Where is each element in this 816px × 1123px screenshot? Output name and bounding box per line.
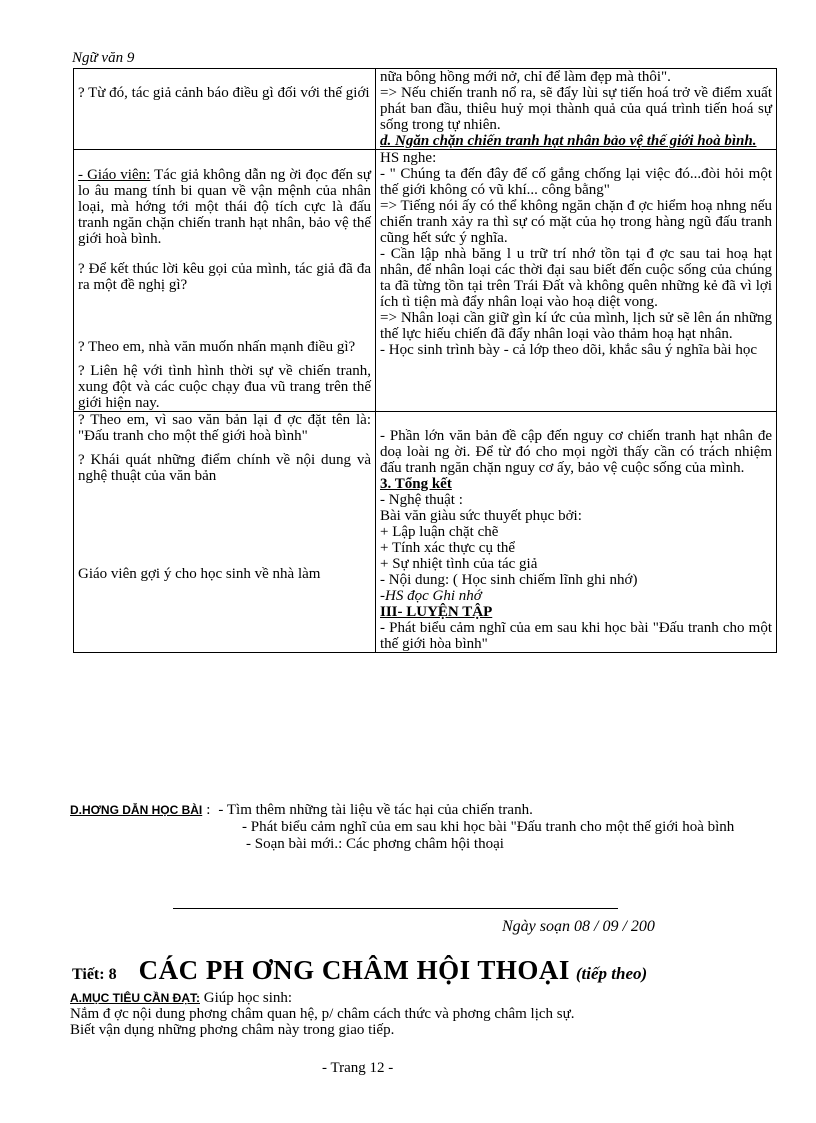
guide-label: D.HƠNG DẪN HỌC BÀI: [70, 803, 203, 817]
lesson-table: [73, 68, 777, 653]
question-text: ? Từ đó, tác giả cảnh báo điều gì đối với thế giới: [78, 85, 370, 101]
prep-date: Ngày soạn 08 / 09 / 200: [502, 918, 655, 935]
question-text: ? Khái quát những điểm chính về nội dung và nghệ thuật của văn bản: [78, 452, 371, 484]
table-row: [74, 412, 777, 653]
answer-note: -HS đọc Ghi nhớ: [380, 588, 482, 604]
section-heading: III- LUYỆN TẬP: [380, 604, 493, 620]
question-text: Giáo viên gợi ý cho học sinh về nhà làm: [78, 566, 321, 582]
question-text: ? Theo em, nhà văn muốn nhấn mạnh điều gì?: [78, 339, 356, 355]
divider: [173, 908, 618, 909]
answer-text: HS nghe: - " Chúng ta đến đây để cố gắng chống lại việc đó...đòi hỏi một thế giới không có vũ khí... công bằng" => Tiếng nói ấy có thể không ngăn chặn đ ợc hiểm hoạ nhng nếu chiến tranh xảy ra thì sự có mặt của họ trong hàng ngũ đấu tranh cũng hết sức ý nghĩa.: [380, 150, 772, 246]
lesson-title: CÁC PH ƠNG CHÂM HỘI THOẠI: [138, 955, 570, 985]
question-cell: [74, 69, 376, 150]
question-text: ? Liên hệ với tình hình thời sự về chiến tranh, xung đột và các cuộc chạy đua vũ trang trên thế giới hiện nay.: [78, 363, 371, 411]
lesson-number: Tiết: 8: [72, 966, 117, 983]
teacher-label: - Giáo viên:: [78, 167, 151, 183]
guide-item: - Tìm thêm những tài liệu về tác hại của chiến tranh.: [218, 802, 533, 818]
page-number: - Trang 12 -: [322, 1060, 394, 1076]
objectives-label: A.MỤC TIÊU CẦN ĐẠT:: [70, 991, 200, 1005]
objectives: [70, 990, 782, 1038]
section-heading: 3. Tổng kết: [380, 476, 452, 492]
objective-line: Nắm đ ợc nội dung phơng châm quan hệ, p/ châm cách thức và phơng châm lịch sự.: [70, 1006, 575, 1022]
objective-line: Biết vận dụng những phơng châm này trong giao tiếp.: [70, 1022, 395, 1038]
lesson-title-row: [72, 955, 647, 986]
answer-text: - Nghệ thuật : Bài văn giàu sức thuyết phục bởi: + Lập luận chặt chẽ + Tính xác thực cụ thể + Sự nhiệt tình của tác giả - Nội dung: ( Học sinh chiếm lĩnh ghi nhớ): [380, 492, 638, 588]
question-cell: [74, 150, 376, 412]
lesson-subtitle: (tiếp theo): [575, 964, 648, 983]
objectives-intro: Giúp học sinh:: [203, 990, 293, 1006]
answer-text: - Học sinh trình bày - cả lớp theo dõi, khắc sâu ý nghĩa bài học: [380, 342, 757, 358]
subject-header: Ngữ văn 9: [72, 50, 135, 66]
table-row: [74, 69, 777, 150]
answer-cell: [376, 412, 777, 653]
answer-cell: [376, 150, 777, 412]
answer-text: - Cần lập nhà băng l u trữ trí nhớ tồn tại đ ợc sau tai hoạ hạt nhân, để nhân loại các thời đại sau biết đến cuộc sống của chúng ta đã từng tồn tại trên Trái Đất và không quên những kẻ đã vì lợi ích tì tiện mà đẩy nhân loại vào hoạ diệt vong.: [380, 246, 772, 310]
answer-text: => Nhân loại cần giữ gìn kí ức của mình, lịch sử sẽ lên án những thế lực hiếu chiến đã đẩy nhân loại vào thảm hoạ hạt nhân.: [380, 310, 772, 342]
table-row: [74, 150, 777, 412]
question-text: ? Để kết thúc lời kêu gọi của mình, tác giả đã đa ra một đề nghị gì?: [78, 261, 371, 293]
answer-text: nữa bông hồng mới nở, chỉ để làm đẹp mà thôi".: [380, 69, 671, 85]
section-heading: d. Ngăn chặn chiến tranh hạt nhân bảo vệ thế giới hoà bình.: [380, 133, 757, 149]
homework-guide: D.HƠNG DẪN HỌC BÀI : - Tìm thêm những tài liệu về tác hại của chiến tranh. - Phát biểu cảm nghĩ của em sau khi học bài "Đấu tranh cho một thế giới hoà bình - Soạn bài mới.: Các phơng châm hội thoại: [70, 802, 780, 853]
answer-text: => Nếu chiến tranh nổ ra, sẽ đẩy lùi sự tiến hoá trở về điểm xuất phát ban đầu, thiêu huỷ mọi thành quả của quá trình tiến hoá sự sống trong tự nhiên.: [380, 85, 772, 133]
guide-item: - Soạn bài mới.: Các phơng châm hội thoại: [246, 836, 504, 852]
answer-text: - Phát biểu cảm nghĩ của em sau khi học bài "Đấu tranh cho một thế giới hòa bình": [380, 620, 772, 652]
answer-text: - Phần lớn văn bản đề cập đến nguy cơ chiến tranh hạt nhân đe doạ loài ng ời. Để từ đó cho mọi ngời thấy cần có trách nhiệm đấu tranh ngăn chặn nguy cơ ấy, bảo vệ cuộc sống của mình.: [380, 428, 772, 476]
guide-item: - Phát biểu cảm nghĩ của em sau khi học bài "Đấu tranh cho một thế giới hoà bình: [242, 819, 735, 835]
question-text: Tác giả không dẫn ng ời đọc đến sự lo âu mang tính bi quan về vận mệnh của nhân loại, mà hớng tới một thái độ tích cực là đấu tranh ngăn chặn chiến tranh hạt nhân, bảo vệ thế giới hoà bình.: [78, 167, 371, 247]
lesson-table-body: [74, 69, 777, 653]
question-text: ? Theo em, vì sao văn bản lại đ ợc đặt tên là: "Đấu tranh cho một thế giới hoà bình": [78, 412, 371, 444]
answer-cell: [376, 69, 777, 150]
question-cell: [74, 412, 376, 653]
